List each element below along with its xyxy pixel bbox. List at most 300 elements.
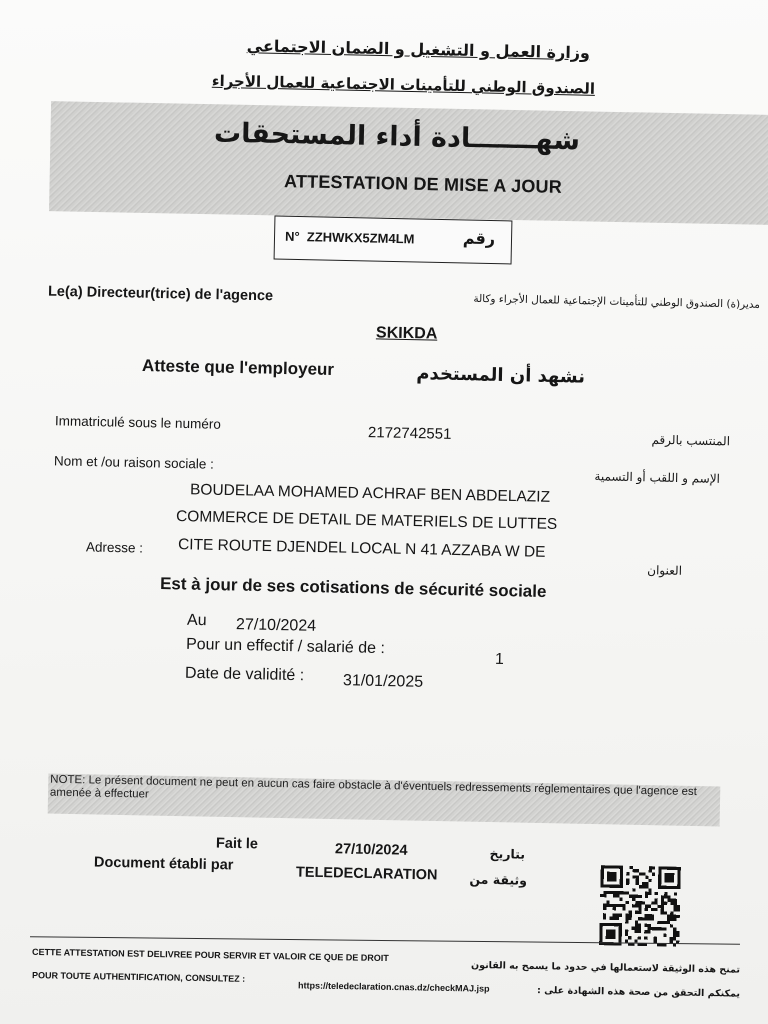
qr-module: [614, 865, 617, 868]
qr-module: [636, 869, 639, 872]
qr-module: [603, 894, 606, 897]
qr-module: [648, 924, 651, 927]
qr-module: [601, 872, 604, 875]
qr-module: [654, 937, 657, 940]
qr-module: [601, 878, 604, 881]
qr-module: [619, 904, 622, 907]
qr-module: [626, 872, 629, 875]
qr-module: [612, 929, 615, 932]
qr-module: [601, 865, 604, 868]
qr-module: [610, 904, 613, 907]
qr-module: [677, 873, 680, 876]
qr-module: [667, 921, 670, 924]
qr-module: [610, 872, 613, 875]
qr-module: [638, 908, 641, 911]
qr-module: [625, 930, 628, 933]
qr-module: [600, 926, 603, 929]
qr-module: [619, 933, 622, 936]
qr-module: [632, 888, 635, 891]
qr-module: [668, 867, 671, 870]
qr-module: [613, 917, 616, 920]
qr-module: [607, 891, 610, 894]
qr-module: [645, 876, 648, 879]
legal-note: NOTE: Le présent document ne peut en aucun cas faire obstacle à d'éventuels redressements réglementaires que l'agence est amenée à effectuer: [49, 773, 698, 801]
qr-module: [660, 927, 663, 930]
qr-module: [639, 895, 642, 898]
status-date: 27/10/2024: [235, 616, 317, 635]
qr-module: [671, 876, 674, 879]
qr-module: [613, 907, 616, 910]
qr-module: [620, 878, 623, 881]
qr-module: [607, 878, 610, 881]
qr-module: [639, 885, 642, 888]
qr-module: [677, 883, 680, 886]
qr-module: [674, 886, 677, 889]
title-band: [49, 101, 768, 225]
qr-module: [645, 905, 648, 908]
footer-validity-text: CETTE ATTESTATION EST DELIVREE POUR SERVIR ET VALOIR CE QUE DE DROIT: [31, 946, 389, 964]
qr-module: [638, 930, 641, 933]
qr-module: [606, 932, 609, 935]
validity-date: 31/01/2025: [342, 672, 424, 691]
qr-module: [613, 875, 616, 878]
qr-module: [603, 904, 606, 907]
qr-module: [652, 866, 655, 869]
qr-module: [613, 904, 616, 907]
qr-module: [671, 867, 674, 870]
qr-module: [664, 921, 667, 924]
qr-module: [648, 905, 651, 908]
qr-module: [642, 872, 645, 875]
qr-module: [670, 915, 673, 918]
qr-module: [600, 923, 603, 926]
name-label: Nom et /ou raison sociale :: [53, 453, 214, 472]
qr-module: [620, 882, 623, 885]
qr-module: [626, 879, 629, 882]
qr-module: [664, 879, 667, 882]
qr-module: [626, 891, 629, 894]
qr-module: [676, 931, 679, 934]
qr-module: [648, 892, 651, 895]
qr-module: [673, 908, 676, 911]
qr-module: [661, 902, 664, 905]
qr-module: [619, 914, 622, 917]
issue-date-label-ar: بتاريخ: [489, 845, 526, 862]
attest-statement: Atteste que l'employeur: [141, 355, 335, 380]
footer-auth-text-ar: يمكنكم التحقق من صحة هذه الشهادة على :: [537, 985, 741, 1000]
qr-module: [635, 895, 638, 898]
qr-module: [665, 873, 668, 876]
qr-module: [638, 924, 641, 927]
qr-module: [609, 933, 612, 936]
address-label-ar: العنوان: [647, 563, 683, 578]
certificate-number-box: [274, 216, 513, 265]
qr-module: [664, 892, 667, 895]
qr-module: [658, 873, 661, 876]
qr-module: [642, 901, 645, 904]
employer-name: BOUDELAA MOHAMED ACHRAF BEN ABDELAZIZ: [189, 481, 551, 506]
qr-module: [626, 882, 629, 885]
qr-module: [630, 866, 633, 869]
registration-label-ar: المنتسب بالرقم: [651, 432, 731, 449]
qr-module: [620, 872, 623, 875]
qr-module: [633, 869, 636, 872]
qr-module: [632, 895, 635, 898]
qr-module: [677, 880, 680, 883]
qr-module: [599, 929, 602, 932]
qr-module: [606, 904, 609, 907]
director-label-ar: مدير(ة) الصندوق الوطني للتأمينات الإجتماعية للعمال الأجراء وكالة: [473, 292, 761, 311]
address-label: Adresse :: [85, 539, 144, 556]
qr-module: [633, 875, 636, 878]
qr-module: [664, 895, 667, 898]
registration-label: Immatriculé sous le numéro: [54, 413, 221, 432]
employer-activity: COMMERCE DE DETAIL DE MATERIELS DE LUTTES: [175, 508, 558, 533]
qr-module: [606, 923, 609, 926]
qr-module: [619, 898, 622, 901]
issuer-value: TELEDECLARATION: [295, 864, 438, 884]
qr-module: [603, 907, 606, 910]
qr-module: [638, 917, 641, 920]
qr-module: [651, 901, 654, 904]
qr-module: [668, 886, 671, 889]
certificate-number-value: ZZHWKX5ZM4LM: [306, 229, 415, 247]
qr-module: [671, 873, 674, 876]
qr-module: [642, 885, 645, 888]
fund-header: الصندوق الوطني للتأمينات الاجتماعية للعمال الأجراء: [211, 71, 596, 98]
qr-module: [609, 923, 612, 926]
qr-module: [654, 927, 657, 930]
qr-module: [610, 891, 613, 894]
qr-module: [623, 891, 626, 894]
qr-module: [620, 885, 623, 888]
qr-module: [616, 913, 619, 916]
qr-module: [654, 902, 657, 905]
qr-module: [661, 895, 664, 898]
qr-module: [661, 898, 664, 901]
qr-module: [670, 902, 673, 905]
qr-module: [603, 891, 606, 894]
qr-module: [619, 926, 622, 929]
qr-module: [606, 936, 609, 939]
qr-module: [600, 881, 603, 884]
qr-module: [668, 873, 671, 876]
qr-module: [600, 884, 603, 887]
qr-module: [635, 911, 638, 914]
qr-module: [610, 875, 613, 878]
qr-module: [651, 908, 654, 911]
qr-module: [620, 869, 623, 872]
qr-module: [665, 876, 668, 879]
qr-module: [617, 866, 620, 869]
qr-module: [613, 878, 616, 881]
qr-module: [667, 918, 670, 921]
qr-module: [658, 886, 661, 889]
qr-module: [610, 885, 613, 888]
qr-module: [649, 866, 652, 869]
qr-module: [616, 885, 619, 888]
qr-module: [601, 875, 604, 878]
qr-module: [631, 927, 634, 930]
qr-module: [667, 915, 670, 918]
qr-module: [645, 882, 648, 885]
qr-module: [668, 879, 671, 882]
qr-module: [647, 927, 650, 930]
qr-module: [644, 936, 647, 939]
qr-module: [674, 892, 677, 895]
qr-module: [677, 876, 680, 879]
certificate-number-label-ar: رقم: [462, 228, 496, 249]
qr-module: [612, 923, 615, 926]
qr-module: [613, 872, 616, 875]
qr-module: [655, 892, 658, 895]
qr-module: [616, 891, 619, 894]
qr-module: [638, 927, 641, 930]
qr-module: [635, 927, 638, 930]
qr-module: [664, 902, 667, 905]
qr-module: [613, 913, 616, 916]
qr-module: [661, 908, 664, 911]
qr-module: [671, 886, 674, 889]
qr-module: [673, 915, 676, 918]
status-date-label: Au: [186, 611, 207, 630]
qr-module: [664, 886, 667, 889]
qr-module: [670, 899, 673, 902]
qr-module: [649, 869, 652, 872]
qr-module: [609, 917, 612, 920]
qr-module: [673, 927, 676, 930]
qr-module: [674, 902, 677, 905]
validity-label: Date de validité :: [184, 664, 305, 685]
qr-module: [609, 929, 612, 932]
qr-module: [635, 904, 638, 907]
qr-module: [639, 872, 642, 875]
qr-module: [657, 927, 660, 930]
qr-module: [644, 930, 647, 933]
registration-number: 2172742551: [367, 424, 452, 443]
issue-date-label: Fait le: [215, 835, 259, 853]
qr-module: [607, 875, 610, 878]
qr-module: [651, 927, 654, 930]
qr-module: [603, 916, 606, 919]
qr-module: [649, 879, 652, 882]
qr-module: [632, 904, 635, 907]
qr-module: [626, 901, 629, 904]
qr-module: [638, 904, 641, 907]
qr-module: [619, 891, 622, 894]
qr-module: [645, 892, 648, 895]
qr-module: [625, 914, 628, 917]
director-label: Le(a) Directeur(trice) de l'agence: [47, 283, 274, 305]
qr-module: [629, 895, 632, 898]
qr-module: [606, 900, 609, 903]
qr-module: [658, 876, 661, 879]
qr-module: [619, 936, 622, 939]
ministry-header: وزارة العمل و التشغيل و الضمان الاجتماعي: [246, 36, 591, 63]
qr-module: [648, 914, 651, 917]
qr-module: [671, 879, 674, 882]
qr-module: [658, 879, 661, 882]
qr-module: [629, 917, 632, 920]
status-statement: Est à jour de ses cotisations de sécurité sociale: [159, 573, 547, 602]
qr-module: [603, 923, 606, 926]
qr-module: [619, 923, 622, 926]
qr-module: [610, 878, 613, 881]
qr-module: [607, 872, 610, 875]
qr-module: [636, 876, 639, 879]
name-label-ar: الإسم و اللقب أو التسمية: [594, 469, 721, 486]
headcount-label: Pour un effectif / salarié de :: [185, 635, 386, 658]
issue-date: 27/10/2024: [334, 841, 408, 859]
headcount-value: 1: [494, 650, 505, 669]
qr-module: [664, 911, 667, 914]
qr-module: [642, 882, 645, 885]
qr-module: [638, 911, 641, 914]
qr-module: [645, 914, 648, 917]
qr-module: [652, 873, 655, 876]
qr-module: [616, 904, 619, 907]
qr-module: [635, 901, 638, 904]
qr-module: [677, 908, 680, 911]
qr-module: [667, 895, 670, 898]
qr-module: [670, 911, 673, 914]
qr-module: [654, 898, 657, 901]
qr-module: [660, 921, 663, 924]
qr-module: [673, 937, 676, 940]
qr-module: [625, 917, 628, 920]
qr-module: [677, 886, 680, 889]
certificate-number-label: N°: [284, 228, 300, 245]
qr-module: [629, 911, 632, 914]
qr-module: [601, 868, 604, 871]
qr-module: [628, 936, 631, 939]
qr-module: [661, 911, 664, 914]
attest-statement-ar: نشهد أن المستخدم: [416, 363, 586, 388]
qr-module: [651, 917, 654, 920]
qr-module: [673, 934, 676, 937]
qr-module: [635, 923, 638, 926]
qr-module: [606, 929, 609, 932]
qr-module: [645, 885, 648, 888]
qr-module: [674, 905, 677, 908]
qr-module: [662, 866, 665, 869]
qr-module: [668, 876, 671, 879]
employer-address: CITE ROUTE DJENDEL LOCAL N 41 AZZABA W DE: [177, 536, 546, 561]
qr-code-icon: [595, 865, 685, 947]
qr-module: [673, 931, 676, 934]
qr-module: [670, 918, 673, 921]
agency-name: SKIKDA: [375, 324, 438, 343]
issuer-label-ar: وثيقة من: [469, 871, 528, 888]
qr-module: [604, 865, 607, 868]
qr-module: [676, 934, 679, 937]
qr-module: [622, 907, 625, 910]
verification-url[interactable]: https://teledeclaration.cnas.dz/checkMAJ.jsp: [297, 980, 490, 994]
qr-module: [620, 875, 623, 878]
title-french: ATTESTATION DE MISE A JOUR: [283, 171, 563, 197]
qr-module: [600, 894, 603, 897]
qr-module: [636, 879, 639, 882]
qr-module: [603, 913, 606, 916]
qr-module: [619, 930, 622, 933]
qr-module: [612, 933, 615, 936]
qr-module: [638, 901, 641, 904]
qr-module: [604, 884, 607, 887]
certificate-number: [285, 229, 415, 247]
qr-module: [658, 870, 661, 873]
qr-module: [613, 891, 616, 894]
issuer-label: Document établi par: [93, 854, 234, 874]
qr-module: [607, 865, 610, 868]
qr-module: [613, 885, 616, 888]
qr-module: [625, 920, 628, 923]
qr-module: [620, 866, 623, 869]
qr-module: [673, 918, 676, 921]
qr-module: [641, 917, 644, 920]
qr-module: [638, 936, 641, 939]
qr-module: [644, 917, 647, 920]
qr-module: [658, 905, 661, 908]
qr-module: [613, 894, 616, 897]
qr-module: [632, 898, 635, 901]
qr-module: [657, 921, 660, 924]
footer-auth-text: POUR TOUTE AUTHENTIFICATION, CONSULTEZ :: [31, 970, 246, 984]
qr-module: [663, 927, 666, 930]
qr-module: [599, 932, 602, 935]
qr-module: [645, 908, 648, 911]
qr-module: [648, 889, 651, 892]
qr-module: [609, 936, 612, 939]
qr-module: [607, 885, 610, 888]
qr-module: [670, 937, 673, 940]
qr-module: [651, 914, 654, 917]
qr-module: [677, 870, 680, 873]
qr-module: [663, 934, 666, 937]
qr-module: [635, 920, 638, 923]
qr-module: [635, 930, 638, 933]
qr-module: [658, 866, 661, 869]
qr-module: [648, 917, 651, 920]
qr-module: [616, 923, 619, 926]
qr-module: [661, 905, 664, 908]
qr-module: [665, 867, 668, 870]
qr-module: [670, 924, 673, 927]
footer-validity-text-ar: تمنح هذه الوثيقة لاستعمالها في حدود ما يسمح به القانون: [470, 959, 741, 976]
qr-module: [658, 882, 661, 885]
qr-module: [667, 899, 670, 902]
qr-module: [678, 867, 681, 870]
qr-module: [629, 914, 632, 917]
qr-module: [661, 886, 664, 889]
qr-module: [654, 908, 657, 911]
qr-module: [674, 867, 677, 870]
qr-module: [616, 917, 619, 920]
qr-module: [636, 882, 639, 885]
qr-module: [622, 904, 625, 907]
qr-module: [616, 894, 619, 897]
qr-module: [645, 895, 648, 898]
qr-module: [677, 905, 680, 908]
qr-module: [612, 936, 615, 939]
qr-module: [625, 933, 628, 936]
qr-module: [674, 899, 677, 902]
qr-module: [647, 930, 650, 933]
qr-module: [599, 936, 602, 939]
qr-module: [610, 865, 613, 868]
title-arabic: شهـــــــادة أداء المستحقات: [213, 117, 581, 157]
qr-module: [677, 915, 680, 918]
qr-module: [644, 924, 647, 927]
